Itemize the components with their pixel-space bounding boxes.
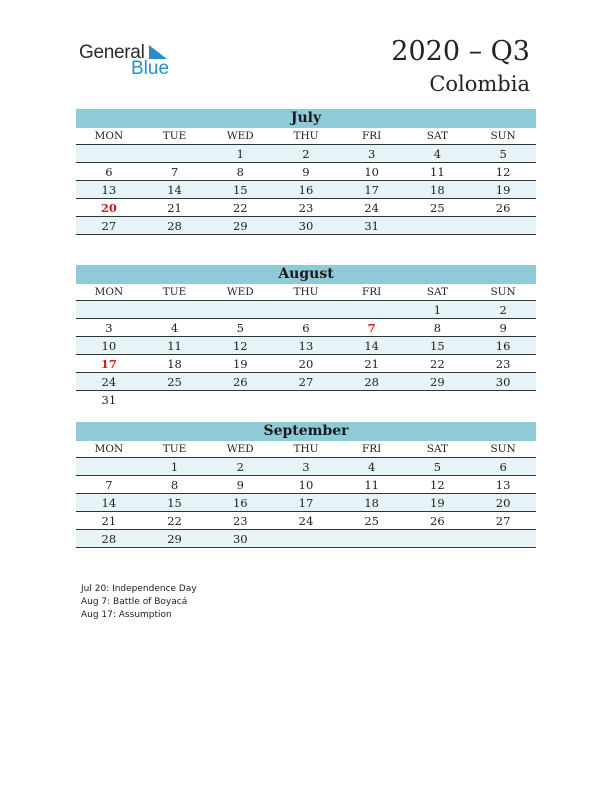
day-cell: 14 — [142, 181, 208, 199]
day-cell: 11 — [142, 337, 208, 355]
day-cell: 13 — [76, 181, 142, 199]
day-cell: 25 — [405, 199, 471, 217]
week-row — [76, 355, 536, 373]
day-cell: 7 — [339, 319, 405, 337]
day-cell: 13 — [273, 337, 339, 355]
day-cell: 16 — [207, 494, 273, 512]
day-cell: 9 — [273, 163, 339, 181]
day-cell: 24 — [339, 199, 405, 217]
weekday-label: WED — [207, 284, 273, 301]
day-cell — [76, 458, 142, 476]
day-cell: 20 — [273, 355, 339, 373]
day-cell: 2 — [273, 145, 339, 163]
weekday-label: THU — [273, 284, 339, 301]
day-cell: 4 — [405, 145, 471, 163]
day-cell: 30 — [207, 530, 273, 548]
weekday-label: SUN — [470, 441, 536, 458]
week-row — [76, 373, 536, 391]
day-cell: 4 — [339, 458, 405, 476]
weekday-label: MON — [76, 441, 142, 458]
weekday-label: FRI — [339, 284, 405, 301]
day-cell: 5 — [405, 458, 471, 476]
day-cell: 28 — [76, 530, 142, 548]
week-row — [76, 337, 536, 355]
day-cell: 6 — [76, 163, 142, 181]
weekday-label: SAT — [405, 284, 471, 301]
weekday-label: THU — [273, 128, 339, 145]
day-cell: 25 — [142, 373, 208, 391]
week-row — [76, 476, 536, 494]
month-july — [76, 109, 536, 235]
month-august — [76, 265, 536, 408]
week-row — [76, 163, 536, 181]
day-cell: 14 — [339, 337, 405, 355]
day-cell: 1 — [207, 145, 273, 163]
page-subtitle: Colombia — [429, 72, 530, 96]
day-cell: 20 — [76, 199, 142, 217]
day-cell: 17 — [76, 355, 142, 373]
weekday-label: THU — [273, 441, 339, 458]
day-cell: 6 — [470, 458, 536, 476]
day-cell: 19 — [207, 355, 273, 373]
day-cell: 2 — [470, 301, 536, 319]
weekday-label: TUE — [142, 284, 208, 301]
day-cell: 21 — [142, 199, 208, 217]
day-cell: 25 — [339, 512, 405, 530]
weekday-label: MON — [76, 128, 142, 145]
week-row — [76, 458, 536, 476]
day-cell — [207, 391, 273, 409]
weekday-label: FRI — [339, 441, 405, 458]
day-cell — [405, 217, 471, 235]
day-cell: 21 — [339, 355, 405, 373]
weekday-label: WED — [207, 128, 273, 145]
day-cell — [405, 391, 471, 409]
day-cell: 6 — [273, 319, 339, 337]
day-cell: 24 — [273, 512, 339, 530]
day-cell: 31 — [101, 392, 117, 407]
day-cell: 12 — [470, 163, 536, 181]
day-cell: 7 — [142, 163, 208, 181]
day-cell: 12 — [405, 476, 471, 494]
day-cell: 16 — [470, 337, 536, 355]
day-cell: 15 — [405, 337, 471, 355]
day-cell — [339, 530, 405, 548]
day-cell: 20 — [470, 494, 536, 512]
day-cell — [76, 145, 142, 163]
day-cell: 26 — [470, 199, 536, 217]
day-cell: 18 — [339, 494, 405, 512]
day-cell: 30 — [273, 217, 339, 235]
day-cell: 5 — [207, 319, 273, 337]
page-title: 2020 – Q3 — [391, 36, 530, 67]
day-cell: 28 — [142, 217, 208, 235]
month-title: September — [76, 422, 536, 441]
day-cell: 8 — [405, 319, 471, 337]
weekday-label: SUN — [470, 128, 536, 145]
week-row — [76, 512, 536, 530]
day-cell: 10 — [339, 163, 405, 181]
day-cell — [339, 301, 405, 319]
day-cell: 29 — [405, 373, 471, 391]
day-cell: 24 — [76, 373, 142, 391]
day-cell: 15 — [207, 181, 273, 199]
day-cell: 17 — [273, 494, 339, 512]
day-cell: 19 — [405, 494, 471, 512]
day-cell: 30 — [470, 373, 536, 391]
logo — [79, 42, 189, 82]
week-row — [76, 319, 536, 337]
weekday-label: SAT — [405, 441, 471, 458]
day-cell: 22 — [207, 199, 273, 217]
day-cell: 26 — [405, 512, 471, 530]
day-cell — [142, 391, 208, 409]
day-cell: 4 — [142, 319, 208, 337]
weekday-label: SUN — [470, 284, 536, 301]
day-cell: 29 — [142, 530, 208, 548]
day-cell: 10 — [76, 337, 142, 355]
day-cell — [405, 530, 471, 548]
day-cell: 9 — [470, 319, 536, 337]
day-cell: 9 — [207, 476, 273, 494]
day-cell — [142, 301, 208, 319]
day-cell: 14 — [76, 494, 142, 512]
week-row — [76, 391, 536, 409]
day-cell: 18 — [142, 355, 208, 373]
month-title: August — [76, 265, 536, 284]
day-cell: 27 — [470, 512, 536, 530]
weekday-label: TUE — [142, 441, 208, 458]
day-cell: 17 — [339, 181, 405, 199]
day-cell — [339, 391, 405, 409]
day-cell: 13 — [470, 476, 536, 494]
holiday-note: Aug 7: Battle of Boyacá — [81, 597, 188, 607]
day-cell — [470, 530, 536, 548]
day-cell: 8 — [207, 163, 273, 181]
week-row — [76, 199, 536, 217]
calendar-grid — [76, 284, 536, 408]
day-cell: 1 — [142, 458, 208, 476]
logo-text-general: General — [79, 42, 145, 63]
day-cell: 11 — [405, 163, 471, 181]
week-row — [76, 530, 536, 548]
day-cell: 23 — [273, 199, 339, 217]
day-cell: 3 — [273, 458, 339, 476]
holiday-notes — [81, 583, 197, 622]
weekday-label: WED — [207, 441, 273, 458]
day-cell: 23 — [470, 355, 536, 373]
day-cell: 22 — [405, 355, 471, 373]
week-row — [76, 145, 536, 163]
day-cell — [273, 301, 339, 319]
day-cell — [142, 145, 208, 163]
day-cell: 16 — [273, 181, 339, 199]
day-cell: 3 — [76, 319, 142, 337]
day-cell: 23 — [207, 512, 273, 530]
day-cell: 5 — [470, 145, 536, 163]
day-cell: 31 — [339, 217, 405, 235]
day-cell: 8 — [142, 476, 208, 494]
day-cell: 1 — [405, 301, 471, 319]
day-cell — [273, 391, 339, 409]
day-cell: 15 — [142, 494, 208, 512]
day-cell: 2 — [207, 458, 273, 476]
day-cell — [470, 391, 536, 409]
day-cell: 28 — [339, 373, 405, 391]
day-cell — [470, 217, 536, 235]
day-cell — [207, 301, 273, 319]
week-row — [76, 494, 536, 512]
week-row — [76, 217, 536, 235]
month-september — [76, 422, 536, 548]
holiday-note: Jul 20: Independence Day — [81, 584, 197, 594]
day-cell: 11 — [339, 476, 405, 494]
day-cell — [273, 530, 339, 548]
day-cell: 10 — [273, 476, 339, 494]
day-cell: 27 — [76, 217, 142, 235]
weekday-label: MON — [76, 284, 142, 301]
day-cell: 18 — [405, 181, 471, 199]
day-cell — [76, 301, 142, 319]
day-cell: 12 — [207, 337, 273, 355]
day-cell: 19 — [470, 181, 536, 199]
week-row — [76, 301, 536, 319]
calendar-grid — [76, 128, 536, 235]
weekday-label: TUE — [142, 128, 208, 145]
weekday-label: SAT — [405, 128, 471, 145]
week-row — [76, 181, 536, 199]
day-cell: 27 — [273, 373, 339, 391]
month-title: July — [76, 109, 536, 128]
day-cell: 7 — [76, 476, 142, 494]
weekday-label: FRI — [339, 128, 405, 145]
day-cell: 26 — [207, 373, 273, 391]
calendar-grid — [76, 441, 536, 548]
day-cell: 3 — [339, 145, 405, 163]
day-cell: 29 — [207, 217, 273, 235]
day-cell: 21 — [76, 512, 142, 530]
holiday-note: Aug 17: Assumption — [81, 610, 172, 620]
day-cell: 22 — [142, 512, 208, 530]
logo-text-blue: Blue — [131, 58, 170, 79]
